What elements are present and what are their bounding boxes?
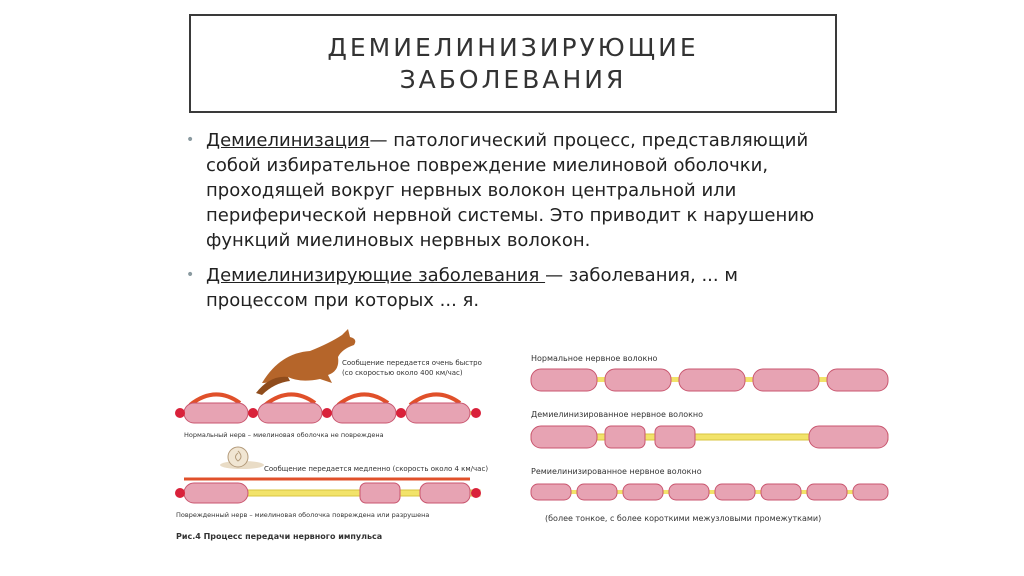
bullet-item [186, 263, 826, 313]
normal-nerve [175, 403, 481, 423]
slide-title-line1: ДЕМИЕЛИНИЗИРУЮЩИЕ [327, 32, 699, 62]
term-demyelination: Демиелинизация [206, 130, 370, 151]
label-demyelinated-fiber: Демиелинизированное нервное волокно [531, 410, 704, 419]
bullet-text: — патологический процесс, представляющий собой избирательное повреждение миелиновой оболочки, проходящей вокруг нервных волокон центральной или периферической нервной системы. Это приводит к нарушению функций миелиновых нервных волокон. [206, 130, 815, 251]
bullet-text: — заболевания, ... м процессом при которых ... я. [206, 265, 738, 311]
label-remyelinated-fiber: Ремиелинизированное нервное волокно [531, 467, 702, 476]
bullet-item [186, 128, 826, 253]
slide-title-line2: ЗАБОЛЕВАНИЯ [399, 64, 627, 94]
figure-nerve-impulse [170, 323, 492, 553]
label-normal-fiber: Нормальное нервное волокно [531, 354, 658, 363]
remyelinated-fiber [531, 484, 888, 500]
fast-message: Сообщение передается очень быстро [342, 359, 482, 367]
bullet-dot-icon: • [186, 132, 195, 148]
kangaroo-icon [256, 329, 355, 395]
normal-fiber [531, 369, 888, 391]
damaged-nerve-caption: Поврежденный нерв – миелиновая оболочка повреждена или разрушена [176, 511, 430, 519]
normal-nerve-caption: Нормальный нерв – миелиновая оболочка не повреждена [184, 431, 384, 439]
term-demyelinating-diseases: Демиелинизирующие заболевания [206, 265, 546, 286]
remyelinated-note: (более тонкое, с более короткими межузловыми промежутками) [545, 514, 822, 523]
demyelinated-fiber [531, 426, 888, 448]
figure-label: Рис.4 Процесс передачи нервного импульса [176, 532, 383, 541]
snail-icon [220, 447, 264, 469]
title-box [189, 14, 837, 113]
damaged-nerve [175, 483, 481, 503]
bullet-list [186, 128, 826, 323]
figure-nerve-fibers [527, 351, 892, 527]
slow-message: Сообщение передается медленно (скорость около 4 км/час) [264, 465, 489, 473]
bullet-dot-icon: • [186, 267, 195, 283]
fast-speed: (со скоростью около 400 км/час) [342, 369, 463, 377]
